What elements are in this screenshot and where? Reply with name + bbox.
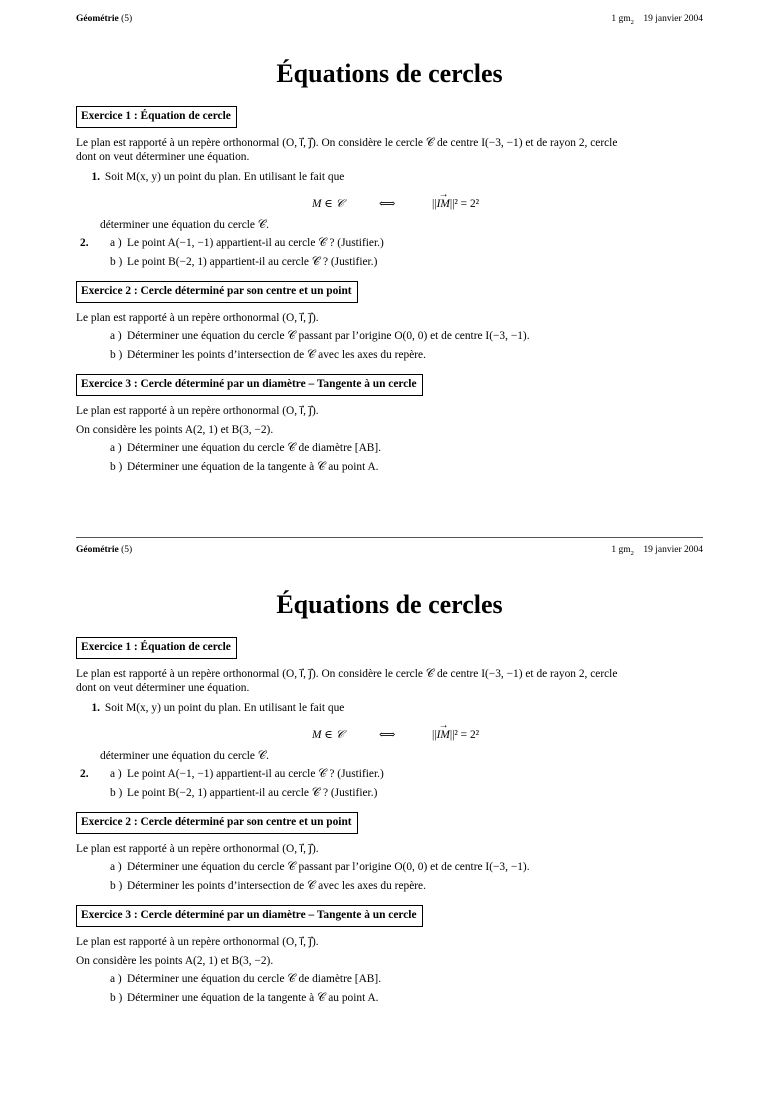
exercise-3-question-b: b ) Déterminer une équation de la tangente à 𝒞 au point A. [110, 991, 379, 1004]
exercise-3-question-a: a ) Déterminer une équation du cercle 𝒞 de diamètre [AB]. [110, 972, 382, 985]
exercise-1-question-2b: b ) Le point B(−2, 1) appartient-il au cercle 𝒞 ? (Justifier.) [110, 256, 378, 268]
exercise-2-intro: Le plan est rapporté à un repère orthonormal (O, ı⃗, ȷ⃗). [76, 312, 319, 324]
exercise-2-question-a: a ) Déterminer une équation du cercle 𝒞 passant par l’origine O(0, 0) et de centre I(−3, −1). [110, 861, 530, 874]
worksheet-copy-top [76, 14, 703, 479]
vector-arrow: → [438, 719, 449, 731]
exercise-2-question-a: a ) Déterminer une équation du cercle 𝒞 passant par l’origine O(0, 0) et de centre I(−3, −1). [110, 330, 530, 343]
exercise-3-intro-points: On considère les points A(2, 1) et B(3, −2). [76, 954, 274, 967]
equation-lhs: M ∈ 𝒞 [312, 728, 344, 741]
exercise-2-question-b: b ) Déterminer les points d’intersection de 𝒞 avec les axes du repère. [110, 880, 426, 893]
exercise-3-intro-points: On considère les points A(2, 1) et B(3, −2). [76, 423, 274, 436]
exercise-3-intro: Le plan est rapporté à un repère orthonormal (O, ı⃗, ȷ⃗). [76, 405, 319, 418]
header-subject: Géométrie [76, 14, 119, 24]
exercise-1-heading: Exercice 1 : Équation de cercle [76, 106, 237, 128]
worksheet-copy-bottom [76, 545, 703, 1010]
header-subject: Géométrie [76, 545, 119, 555]
header-date: 19 janvier 2004 [643, 545, 703, 555]
exercise-1-intro: Le plan est rapporté à un repère orthonormal (O, ı⃗, ȷ⃗). On considère le cercle 𝒞 de centre I(−3, −1) et de rayon 2, cercle dont on veut déterminer une équation. [76, 668, 618, 695]
exercise-1-intro: Le plan est rapporté à un repère orthonormal (O, ı⃗, ȷ⃗). On considère le cercle 𝒞 de centre I(−3, −1) et de rayon 2, cercle dont on veut déterminer une équation. [76, 137, 618, 164]
header-number: (5) [121, 545, 133, 555]
page-header [76, 14, 703, 30]
equation-lhs: M ∈ 𝒞 [312, 197, 344, 210]
exercise-3-heading: Exercice 3 : Cercle déterminé par un diamètre – Tangente à un cercle [76, 374, 423, 396]
equivalence-symbol: ⟺ [379, 728, 396, 741]
exercise-3-question-b: b ) Déterminer une équation de la tangente à 𝒞 au point A. [110, 460, 379, 473]
header-class: 1 gm [611, 545, 631, 555]
exercise-1-question-1: 1. Soit M(x, y) un point du plan. En utilisant le fait que [91, 170, 345, 183]
page-header [76, 545, 703, 561]
equation-display [76, 190, 703, 216]
exercise-3-question-a: a ) Déterminer une équation du cercle 𝒞 de diamètre [AB]. [110, 441, 382, 454]
exercise-1-question-2a: 2. a ) Le point A(−1, −1) appartient-il au cercle 𝒞 ? (Justifier.) [80, 237, 384, 249]
equation-display [76, 721, 703, 747]
exercise-1-question-1-followup: déterminer une équation du cercle 𝒞. [100, 218, 269, 231]
exercise-3-intro: Le plan est rapporté à un repère orthonormal (O, ı⃗, ȷ⃗). [76, 936, 319, 949]
header-class: 1 gm [611, 14, 631, 24]
page-title: Équations de cercles [276, 590, 503, 619]
cut-line-divider [76, 537, 703, 538]
header-number: (5) [121, 14, 133, 24]
exercise-3-heading: Exercice 3 : Cercle déterminé par un diamètre – Tangente à un cercle [76, 905, 423, 927]
exercise-1-question-2b: b ) Le point B(−2, 1) appartient-il au cercle 𝒞 ? (Justifier.) [110, 787, 378, 799]
header-class-sub: 2 [630, 549, 634, 557]
header-class-sub: 2 [630, 18, 634, 26]
equation-rhs: || → IM||² = 2² [432, 188, 480, 210]
page-title: Équations de cercles [276, 59, 503, 88]
exercise-2-question-b: b ) Déterminer les points d’intersection de 𝒞 avec les axes du repère. [110, 349, 426, 362]
exercise-1-question-1: 1. Soit M(x, y) un point du plan. En utilisant le fait que [91, 701, 345, 714]
exercise-1-question-2a: 2. a ) Le point A(−1, −1) appartient-il au cercle 𝒞 ? (Justifier.) [80, 768, 384, 780]
equivalence-symbol: ⟺ [379, 197, 396, 210]
equation-rhs: || → IM||² = 2² [432, 719, 480, 741]
exercise-2-heading: Exercice 2 : Cercle déterminé par son centre et un point [76, 812, 358, 834]
header-date: 19 janvier 2004 [643, 14, 703, 24]
vector-arrow: → [438, 188, 449, 200]
exercise-2-heading: Exercice 2 : Cercle déterminé par son centre et un point [76, 281, 358, 303]
exercise-1-question-1-followup: déterminer une équation du cercle 𝒞. [100, 749, 269, 762]
exercise-2-intro: Le plan est rapporté à un repère orthonormal (O, ı⃗, ȷ⃗). [76, 843, 319, 855]
exercise-1-heading: Exercice 1 : Équation de cercle [76, 637, 237, 659]
